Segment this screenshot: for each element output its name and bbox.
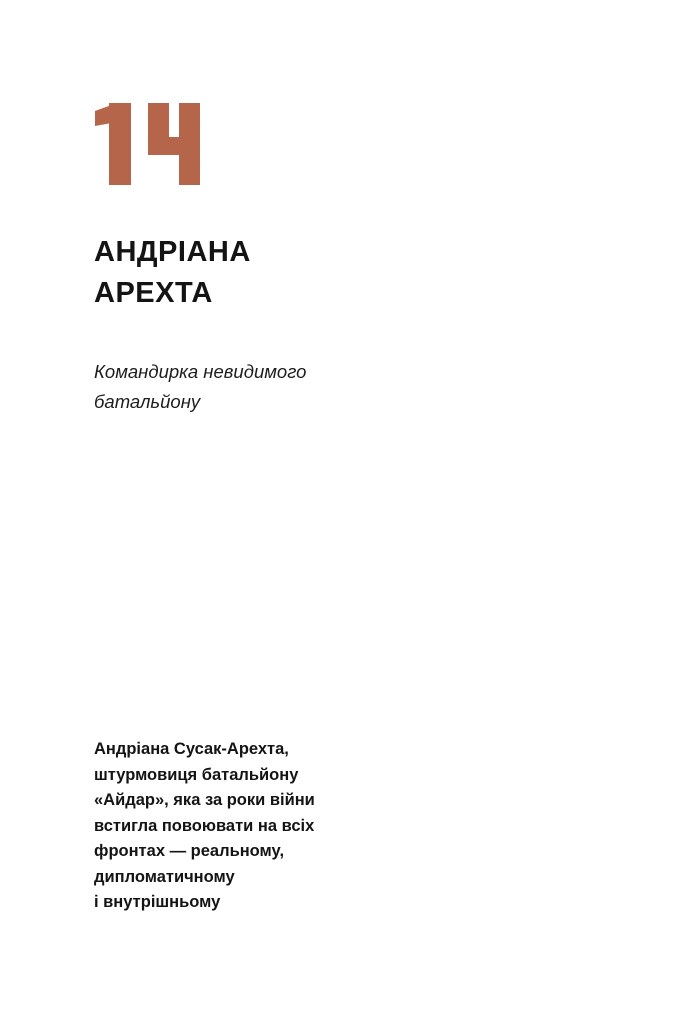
description-line-4: встигла повоювати на всіх — [94, 816, 315, 835]
description-line-3: «Айдар», яка за роки війни — [94, 791, 315, 809]
page-title — [94, 232, 544, 314]
description-line-7: і внутрішньому — [94, 893, 221, 911]
chapter-number-14-icon — [95, 103, 200, 185]
description-line-1: Андріана Сусак-Арехта, — [94, 740, 289, 758]
subtitle-line-2: батальйону — [94, 391, 201, 412]
subtitle-line-1: Командирка невидимого — [94, 361, 307, 382]
description-line-6: дипломатичному — [94, 867, 235, 886]
author-name-line-1: АНДРІАНА — [94, 236, 251, 268]
description-line-5: фронтах — реальному, — [94, 842, 285, 860]
page-subtitle — [94, 357, 474, 417]
description-line-2: штурмовиця батальйону — [94, 765, 299, 784]
page-description — [94, 737, 424, 916]
author-name-line-2: АРЕХТА — [94, 277, 213, 309]
